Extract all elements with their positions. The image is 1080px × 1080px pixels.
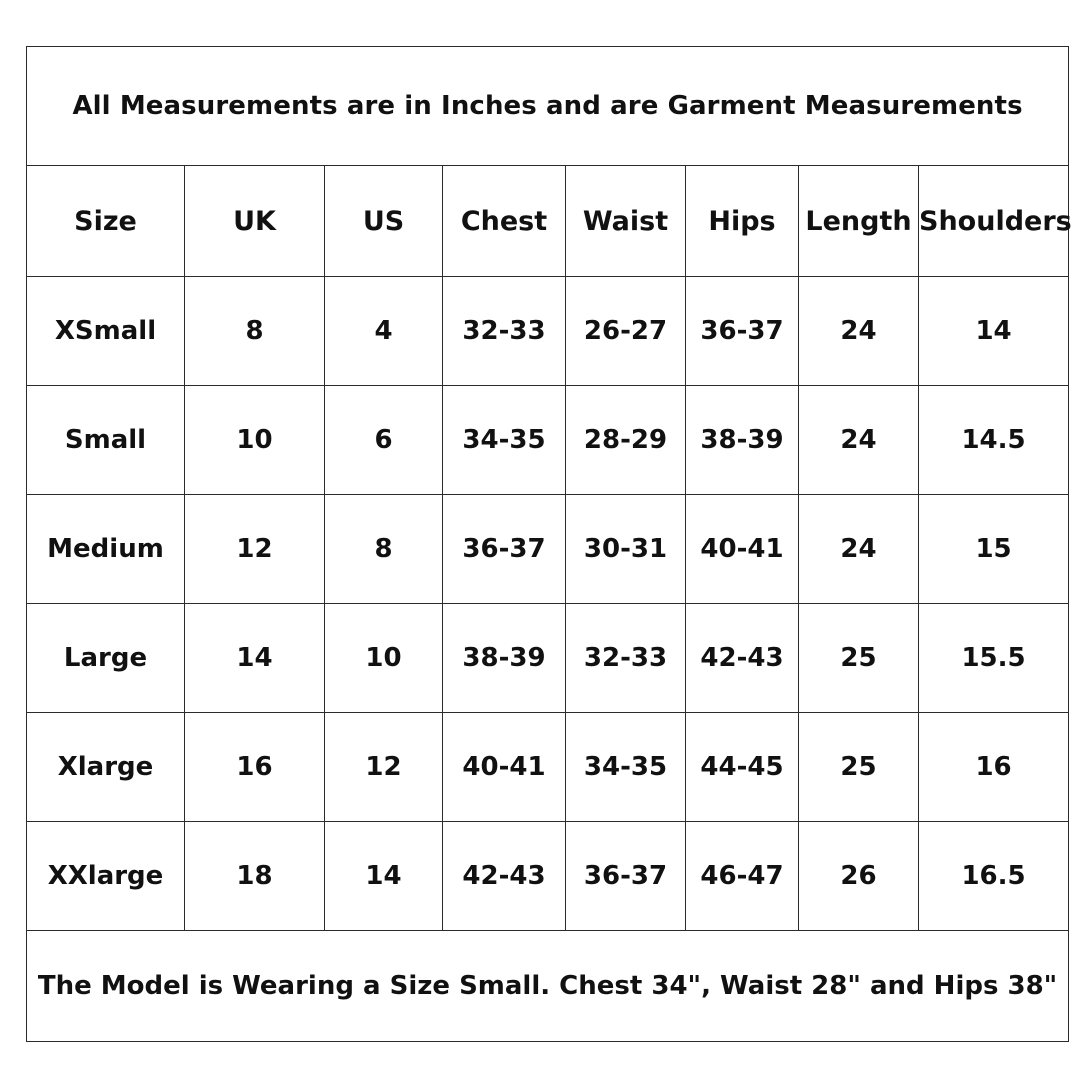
table-row	[27, 713, 1069, 822]
cell-shoulders: 15.5	[919, 604, 1069, 713]
cell-size: Xlarge	[27, 713, 185, 822]
column-header-uk: UK	[185, 166, 325, 277]
column-header-us: US	[325, 166, 443, 277]
cell-shoulders: 15	[919, 495, 1069, 604]
cell-waist: 28-29	[566, 386, 686, 495]
cell-uk: 16	[185, 713, 325, 822]
cell-shoulders: 16.5	[919, 822, 1069, 931]
cell-hips: 46-47	[686, 822, 799, 931]
table-row	[27, 386, 1069, 495]
column-header-chest: Chest	[443, 166, 566, 277]
cell-hips: 40-41	[686, 495, 799, 604]
cell-size: XXlarge	[27, 822, 185, 931]
cell-length: 26	[799, 822, 919, 931]
cell-waist: 32-33	[566, 604, 686, 713]
cell-us: 14	[325, 822, 443, 931]
cell-length: 25	[799, 713, 919, 822]
cell-hips: 42-43	[686, 604, 799, 713]
size-chart-table	[26, 46, 1072, 1042]
cell-chest: 38-39	[443, 604, 566, 713]
cell-uk: 14	[185, 604, 325, 713]
cell-size: Small	[27, 386, 185, 495]
cell-shoulders: 14	[919, 277, 1069, 386]
table-row	[27, 495, 1069, 604]
cell-length: 25	[799, 604, 919, 713]
cell-size: Large	[27, 604, 185, 713]
table-header-row	[27, 166, 1069, 277]
cell-us: 4	[325, 277, 443, 386]
cell-shoulders: 14.5	[919, 386, 1069, 495]
table-row	[27, 822, 1069, 931]
cell-uk: 8	[185, 277, 325, 386]
cell-hips: 36-37	[686, 277, 799, 386]
cell-waist: 26-27	[566, 277, 686, 386]
cell-chest: 42-43	[443, 822, 566, 931]
cell-waist: 36-37	[566, 822, 686, 931]
cell-size: XSmall	[27, 277, 185, 386]
cell-chest: 40-41	[443, 713, 566, 822]
cell-length: 24	[799, 277, 919, 386]
cell-shoulders: 16	[919, 713, 1069, 822]
cell-chest: 34-35	[443, 386, 566, 495]
measurements-note: All Measurements are in Inches and are Garment Measurements	[27, 47, 1069, 166]
cell-chest: 36-37	[443, 495, 566, 604]
cell-chest: 32-33	[443, 277, 566, 386]
cell-us: 12	[325, 713, 443, 822]
cell-hips: 38-39	[686, 386, 799, 495]
cell-length: 24	[799, 386, 919, 495]
column-header-shoulders: Shoulders	[919, 166, 1069, 277]
cell-size: Medium	[27, 495, 185, 604]
cell-waist: 30-31	[566, 495, 686, 604]
table-row	[27, 277, 1069, 386]
column-header-length: Length	[799, 166, 919, 277]
cell-us: 6	[325, 386, 443, 495]
cell-uk: 10	[185, 386, 325, 495]
column-header-hips: Hips	[686, 166, 799, 277]
cell-length: 24	[799, 495, 919, 604]
measurements-note-row	[27, 47, 1069, 166]
column-header-size: Size	[27, 166, 185, 277]
cell-uk: 18	[185, 822, 325, 931]
cell-uk: 12	[185, 495, 325, 604]
cell-us: 8	[325, 495, 443, 604]
model-note-row	[27, 931, 1069, 1042]
table-row	[27, 604, 1069, 713]
cell-us: 10	[325, 604, 443, 713]
cell-waist: 34-35	[566, 713, 686, 822]
cell-hips: 44-45	[686, 713, 799, 822]
column-header-waist: Waist	[566, 166, 686, 277]
model-note: The Model is Wearing a Size Small. Chest 34", Waist 28" and Hips 38"	[27, 931, 1069, 1042]
